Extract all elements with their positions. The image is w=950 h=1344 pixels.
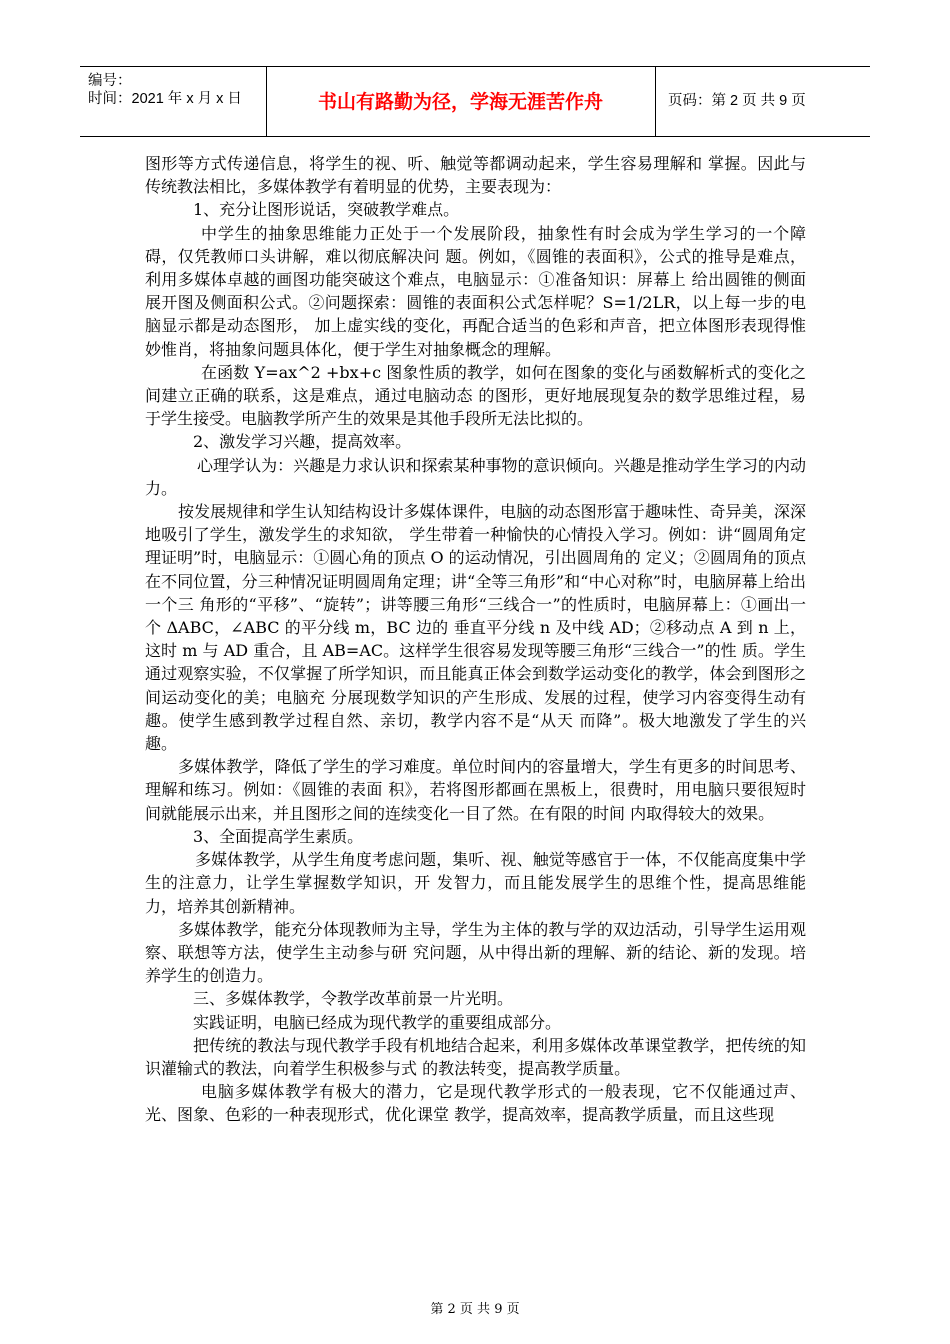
- header-divider-right: [655, 66, 656, 137]
- paragraph: 按发展规律和学生认知结构设计多媒体课件，电脑的动态图形富于趣味性、奇异美，深深地吸引了学生，激发学生的求知欲， 学生带着一种愉快的心情投入学习。例如：讲“圆周角定理证明”时，电脑显示：①圆心角的顶点 O 的运动情况，引出圆周角的 定义；②圆周角的顶点在不同位置，分三种情况证明圆周角定理；讲“全等三角形”和“中心对称”时，电脑屏幕上给出一个三 角形的“平移”、“旋转”；讲等腰三角形“三线合一”的性质时，电脑屏幕上：①画出一个 ΔABC，∠ABC 的平分线 m，BC 边的 垂直平分线 n 及中线 AD；②移动点 A 到 n 上，这时 m 与 AD 重合，且 AB=AC。这样学生很容易发现等腰三角形“三线合一”的性 质。学生通过观察实验，不仅掌握了所学知识，而且能真正体会到数学运动变化的教学，体会到图形之间运动变化的美；电脑充 分展现数学知识的产生形成、发展的过程，使学习内容变得生动有趣。使学生感到教学过程自然、亲切，教学内容不是“从天 而降”。极大地激发了学生的兴趣。: [145, 502, 806, 754]
- paragraph: 中学生的抽象思维能力正处于一个发展阶段，抽象性有时会成为学生学习的一个障碍，仅凭教师口头讲解，难以彻底解决问 题。例如，《圆锥的表面积》，公式的推导是难点，利用多媒体卓越的画图功能突破这个难点，电脑显示：①准备知识：屏幕上 给出圆锥的侧面展开图及侧面积公式。②问题探索：圆锥的表面积公式怎样呢？S=1/2LR，以上每一步的电脑显示都是动态图形， 加上虚实线的变化，再配合适当的色彩和声音，把立体图形表现得惟妙惟肖，将抽象问题具体化，便于学生对抽象概念的理解。: [145, 223, 806, 359]
- page-header: [80, 66, 870, 138]
- paragraph: 电脑多媒体教学有极大的潜力，它是现代教学形式的一般表现，它不仅能通过声、光、图象、色彩的一种表现形式，优化课堂 教学，提高效率，提高教学质量，而且这些现: [145, 1082, 806, 1125]
- document-body: [145, 152, 806, 1127]
- paragraph: 多媒体教学，能充分体现教师为主导，学生为主体的教与学的双边活动，引导学生运用观察、联想等方法，使学生主动参与研 究问题，从中得出新的理解、新的结论、新的发现。培养学生的创造力。: [145, 919, 806, 986]
- header-top-rule: [80, 66, 870, 67]
- paragraph: 多媒体教学，从学生角度考虑问题，集听、视、触觉等感官于一体，不仅能高度集中学生的注意力，让学生掌握数学知识，开 发智力，而且能发展学生的思维个性，提高思维能力，培养其创新精神。: [145, 850, 806, 916]
- section-heading-2: 2、激发学习兴趣，提高效率。: [193, 432, 412, 452]
- paragraph: 在函数 Y=ax^2 +bx+c 图象性质的教学，如何在图象的变化与函数解析式的变化之间建立正确的联系，这是难点，通过电脑动态 的图形，更好地展现复杂的数学思维过程，易于学生接受。电脑教学所产生的效果是其他手段所无法比拟的。: [145, 362, 806, 429]
- header-number-label: 编号：: [88, 73, 132, 89]
- paragraph: 把传统的教法与现代教学手段有机地结合起来，利用多媒体改革课堂教学，把传统的知识灌输式的教法，向着学生积极参与式 的教法转变，提高教学质量。: [145, 1035, 806, 1078]
- paragraph: 图形等方式传递信息，将学生的视、听、触觉等都调动起来，学生容易理解和 掌握。因此与传统教法相比，多媒体教学有着明显的优势，主要表现为：: [145, 154, 806, 197]
- section-heading-1: 1、充分让图形说话，突破教学难点。: [193, 200, 460, 220]
- paragraph: 心理学认为：兴趣是力求认识和探索某种事物的意识倾向。兴趣是推动学生学习的内动力。: [145, 455, 806, 498]
- header-page-label: 页码：第 2 页 共 9 页: [668, 93, 806, 109]
- paragraph: 实践证明，电脑已经成为现代教学的重要组成部分。: [193, 1012, 562, 1032]
- page-footer: 第 2 页 共 9 页: [430, 1302, 520, 1317]
- header-bottom-rule: [80, 136, 870, 137]
- header-motto: 书山有路勤为径，学海无涯苦作舟: [317, 92, 603, 113]
- paragraph: 多媒体教学，降低了学生的学习难度。单位时间内的容量增大，学生有更多的时间思考、理解和练习。例如：《圆锥的表面 积》，若将图形都画在黑板上，很费时，用电脑只要很短时间就能展示出来，并且图形之间的连续变化一目了然。在有限的时间 内取得较大的效果。: [145, 757, 806, 823]
- section-heading-major: 三、多媒体教学，令教学改革前景一片光明。: [193, 989, 514, 1009]
- header-date-label: 时间：2021 年 x 月 x 日: [88, 91, 242, 107]
- section-heading-3: 3、全面提高学生素质。: [193, 826, 364, 846]
